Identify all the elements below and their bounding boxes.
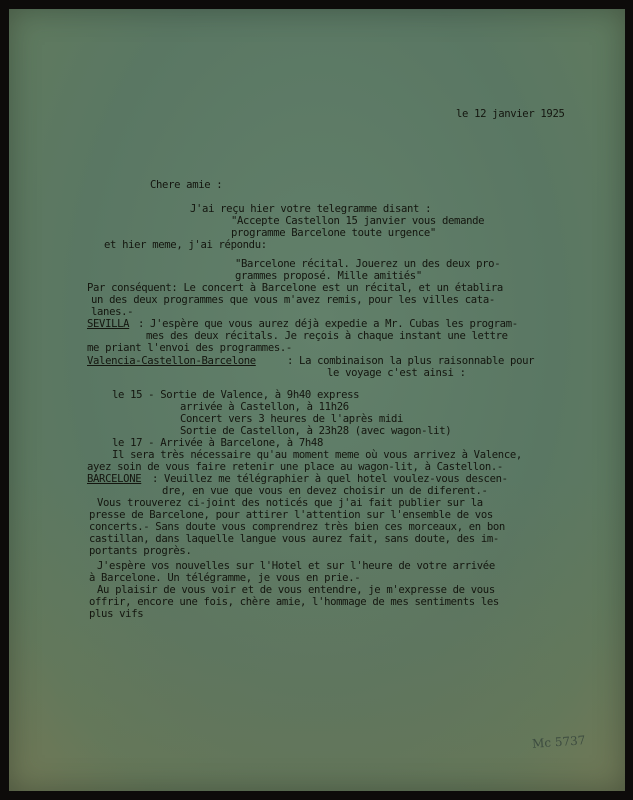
letter-line: un des deux programmes que vous m'avez remis, pour les villes cata- bbox=[91, 294, 495, 306]
letter-line: arrivée à Castellon, à 11h26 bbox=[180, 401, 349, 413]
heading-sevilla: SEVILLA bbox=[87, 318, 130, 330]
heading-route: Valencia-Castellon-Barcelone bbox=[87, 355, 256, 367]
letter-line: Par conséquent: Le concert à Barcelone est un récital, et un établira bbox=[87, 282, 503, 294]
letter-line: offrir, encore une fois, chère amie, l'hommage de mes sentiments les bbox=[89, 596, 499, 608]
letter-line: Il sera très nécessaire qu'au moment meme où vous arrivez à Valence, bbox=[112, 449, 522, 461]
letter-line: : Veuillez me télégraphier à quel hotel voulez-vous descen- bbox=[152, 473, 508, 485]
letter-line: le 15 - Sortie de Valence, à 9h40 express bbox=[112, 389, 360, 401]
letter-line: J'ai reçu hier votre telegramme disant : bbox=[190, 203, 432, 215]
letter-line: lanes.- bbox=[91, 306, 134, 318]
letter-line: ayez soin de vous faire retenir une place au wagon-lit, à Castellon.- bbox=[87, 461, 503, 473]
letter-line: programme Barcelone toute urgence" bbox=[231, 227, 436, 239]
letter-line: le 17 - Arrivée à Barcelone, à 7h48 bbox=[112, 437, 323, 449]
letter-line: castillan, dans laquelle langue vous aurez fait, sans doute, des im- bbox=[89, 533, 499, 545]
letter-line: Sortie de Castellon, à 23h28 (avec wagon-lit) bbox=[180, 425, 452, 437]
letter-line: Concert vers 3 heures de l'après midi bbox=[180, 413, 404, 425]
letter-line: J'espère vos nouvelles sur l'Hotel et sur l'heure de votre arrivée bbox=[97, 560, 495, 572]
letter-page bbox=[9, 9, 625, 791]
letter-line: Au plaisir de vous voir et de vous entendre, je m'expresse de vous bbox=[97, 584, 495, 596]
letter-body bbox=[9, 9, 625, 791]
letter-line: à Barcelone. Un télégramme, je vous en prie.- bbox=[89, 572, 361, 584]
letter-line: "Barcelone récital. Jouerez un des deux pro- bbox=[235, 258, 501, 270]
letter-line: dre, en vue que vous en devez choisir un de diferent.- bbox=[162, 485, 488, 497]
letter-line: presse de Barcelone, pour attirer l'attention sur l'ensemble de vos bbox=[89, 509, 493, 521]
letter-line: : La combinaison la plus raisonnable pour bbox=[287, 355, 535, 367]
letter-line: : J'espère que vous aurez déjà expedie a Mr. Cubas les program- bbox=[138, 318, 518, 330]
letter-line: portants progrès. bbox=[89, 545, 192, 557]
letter-line: le voyage c'est ainsi : bbox=[327, 367, 466, 379]
letter-line: plus vifs bbox=[89, 608, 144, 620]
letter-line: "Accepte Castellon 15 janvier vous demande bbox=[231, 215, 485, 227]
letter-line: et hier meme, j'ai répondu: bbox=[104, 239, 267, 251]
letter-line: mes des deux récitals. Je reçois à chaque instant une lettre bbox=[146, 330, 508, 342]
heading-barcelone: BARCELONE bbox=[87, 473, 142, 485]
letter-line: me priant l'envoi des programmes.- bbox=[87, 342, 292, 354]
handwritten-annotation: Mc 5737 bbox=[531, 733, 586, 751]
salutation: Chere amie : bbox=[150, 179, 223, 191]
letter-line: grammes proposé. Mille amitiés" bbox=[235, 270, 422, 282]
letter-line: concerts.- Sans doute vous comprendrez très bien ces morceaux, en bon bbox=[89, 521, 505, 533]
letter-line: Vous trouverez ci-joint des noticés que j'ai fait publier sur la bbox=[97, 497, 483, 509]
letter-date: le 12 janvier 1925 bbox=[456, 108, 565, 120]
